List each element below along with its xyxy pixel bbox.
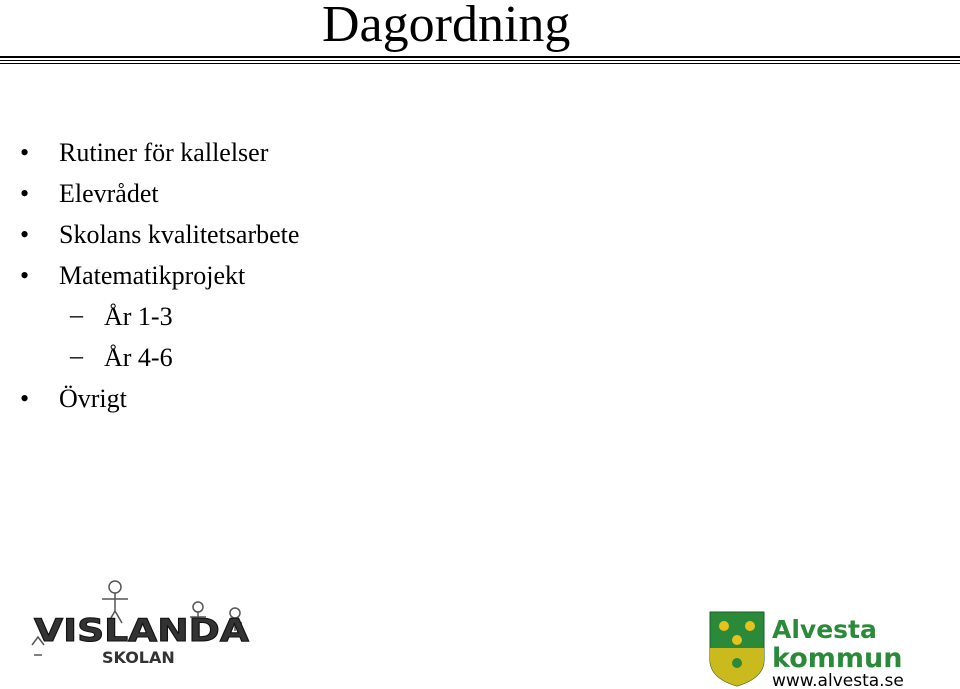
logo-text-vislanda: VISLANDA: [34, 613, 249, 649]
agenda-item: [0, 173, 299, 214]
bullet-marker: •: [20, 384, 30, 413]
bullet-marker: •: [20, 179, 30, 208]
logo-url: www.alvesta.se: [772, 671, 904, 688]
agenda-item: [0, 132, 299, 173]
bullet-marker: •: [20, 220, 30, 249]
logo-text-skolan: SKOLAN: [102, 648, 175, 667]
coat-of-arms-icon: [710, 612, 764, 686]
bullet-marker: •: [20, 261, 30, 290]
agenda-subitem-label: År 1-3: [104, 302, 173, 331]
agenda-item: [0, 378, 299, 419]
agenda-item: [0, 214, 299, 255]
agenda-subitem: [0, 337, 299, 378]
vislanda-school-logo: [30, 575, 255, 673]
dash-marker: –: [70, 300, 83, 329]
agenda-subitem: [0, 296, 299, 337]
title-rule-thin: [0, 60, 960, 61]
slide-title: Dagordning: [322, 0, 571, 53]
agenda-subitem-label: År 4-6: [104, 343, 173, 372]
title-rule-thick: [0, 56, 960, 58]
agenda-item-label: Skolans kvalitetsarbete: [59, 220, 300, 249]
agenda-list: [0, 132, 299, 419]
alvesta-kommun-logo: [708, 608, 908, 688]
bullet-marker: •: [20, 138, 30, 167]
logo-text-alvesta: Alvesta: [772, 615, 877, 644]
agenda-item-label: Elevrådet: [59, 179, 159, 208]
logo-text-kommun: kommun: [772, 643, 903, 674]
title-rule-thin-lower: [0, 63, 960, 64]
agenda-item: [0, 255, 299, 296]
agenda-item-label: Övrigt: [59, 384, 127, 413]
dash-marker: –: [70, 341, 83, 370]
agenda-item-label: Matematikprojekt: [59, 261, 246, 290]
agenda-item-label: Rutiner för kallelser: [59, 138, 269, 167]
